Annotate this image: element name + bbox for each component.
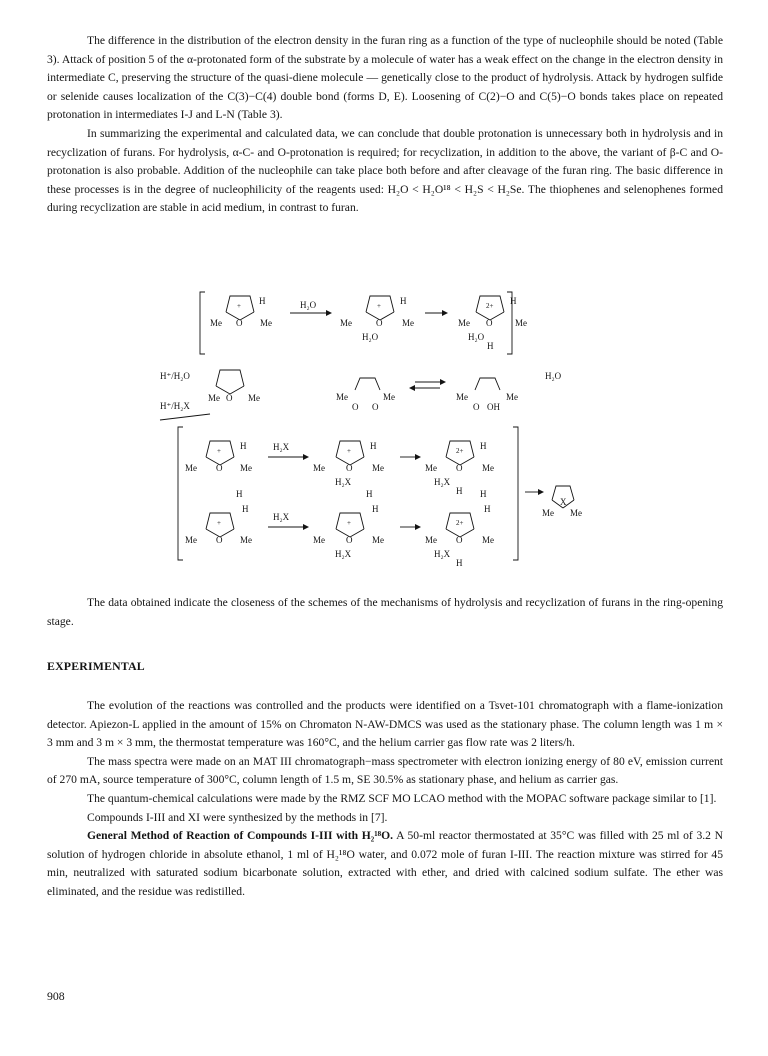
h-label: H bbox=[366, 489, 373, 499]
experimental-text bbox=[47, 697, 723, 902]
caption-text: The data obtained indicate the closeness of the schemes of the mechanisms of hydrolysis and recyclization of furans in the ring-opening stage. bbox=[47, 596, 723, 628]
charge-label: + bbox=[347, 447, 351, 455]
me-label: Me bbox=[542, 508, 554, 518]
o-label: O bbox=[456, 463, 463, 473]
me-label: Me bbox=[340, 318, 352, 328]
charge-label: + bbox=[217, 447, 221, 455]
o-label: O bbox=[226, 393, 233, 403]
me-label: Me bbox=[313, 463, 325, 473]
h-label: H bbox=[510, 296, 517, 306]
charge-label: 2+ bbox=[456, 519, 464, 527]
method-heading: General Method of Reaction of Compounds I-III with H₂¹⁸O. bbox=[87, 829, 394, 843]
reagent-label: H₂O bbox=[545, 371, 562, 381]
intro-text bbox=[47, 32, 723, 218]
reagent-label: H₂X bbox=[273, 512, 290, 522]
me-label: Me bbox=[425, 463, 437, 473]
me-label: Me bbox=[425, 535, 437, 545]
h-label: H bbox=[372, 504, 379, 514]
o-label: O bbox=[352, 402, 359, 412]
scheme-caption bbox=[47, 594, 723, 631]
h-label: H bbox=[484, 504, 491, 514]
nucleophile-label: H₂X bbox=[434, 549, 451, 559]
o-label: O bbox=[376, 318, 383, 328]
nucleophile-label: H₂X bbox=[434, 477, 451, 487]
h-label: H bbox=[259, 296, 266, 306]
method-paragraph bbox=[47, 827, 723, 901]
paragraph-exp-1: The evolution of the reactions was controlled and the products were identified on a Tsvet-101 chromatograph with a flame-ionization detector. Apiezon-L applied in the amount of 15% on Chromaton N-AW-DMCS was used as the stationary phase. The column length was 1 m × 3 mm and 3 m × 3 mm, the thermostat temperature was 160°C, and the helium carrier gas flow rate was 2 liters/h. bbox=[47, 699, 723, 750]
h-label: H bbox=[480, 441, 487, 451]
me-label: Me bbox=[248, 393, 260, 403]
o-label: O bbox=[216, 535, 223, 545]
nucleophile-label: H₂X bbox=[335, 477, 352, 487]
h-label: H bbox=[240, 441, 247, 451]
charge-label: + bbox=[217, 519, 221, 527]
paragraph-exp-2: The mass spectra were made on an MAT III chromatograph−mass spectrometer with electron ionizing energy of 80 eV, emission current of 270 mA, source temperature of 300°C, column length of 1.5 m, SE 30.5% as stationary phase, and helium as carrier gas. bbox=[47, 754, 723, 787]
scheme-row-2 bbox=[160, 370, 562, 420]
product-heterocycle bbox=[525, 486, 582, 518]
o-label: O bbox=[486, 318, 493, 328]
me-label: Me bbox=[260, 318, 272, 328]
scheme-row-1 bbox=[200, 292, 527, 354]
page-number: 908 bbox=[47, 989, 65, 1003]
section-heading: EXPERIMENTAL bbox=[47, 659, 145, 673]
h-label: H bbox=[456, 486, 463, 496]
me-label: Me bbox=[185, 463, 197, 473]
me-label: Me bbox=[240, 535, 252, 545]
me-label: Me bbox=[336, 392, 348, 402]
paragraph-exp-4: Compounds I-III and XI were synthesized by the methods in [7]. bbox=[87, 810, 388, 824]
o-label: O bbox=[372, 402, 379, 412]
me-label: Me bbox=[402, 318, 414, 328]
h-label: H bbox=[236, 489, 243, 499]
o-label: O bbox=[216, 463, 223, 473]
charge-label: + bbox=[237, 302, 241, 310]
x-label: X bbox=[560, 497, 567, 507]
me-label: Me bbox=[372, 463, 384, 473]
h-label: H bbox=[456, 558, 463, 568]
me-label: Me bbox=[456, 392, 468, 402]
paragraph-1: The difference in the distribution of the electron density in the furan ring as a function of the type of nucleophile should be noted (Table 3). Attack of position 5 of the α-protonated form of the substrate by a molecule of water has a weak effect on the change in the electron density in intermediate C, preserving the structure of the quasi-diene molecule — genetically close to the product of hydrolysis. Attack by hydrogen sulfide or selenide causes localization of the C(3)−C(4) double bond (forms D, E). Loosening of C(2)−O and C(5)−O bonds takes place on repeated protonation in intermediates I-J and L-N (Table 3). bbox=[47, 34, 723, 122]
charge-label: + bbox=[377, 302, 381, 310]
me-label: Me bbox=[383, 392, 395, 402]
me-label: Me bbox=[482, 535, 494, 545]
me-label: Me bbox=[210, 318, 222, 328]
o-label: O bbox=[346, 463, 353, 473]
h-label: H bbox=[370, 441, 377, 451]
me-label: Me bbox=[313, 535, 325, 545]
h-label: H bbox=[487, 341, 494, 351]
reaction-scheme bbox=[150, 282, 600, 582]
reagent-label: H⁺/H₂X bbox=[160, 401, 190, 411]
o-label: O bbox=[473, 402, 480, 412]
me-label: Me bbox=[372, 535, 384, 545]
scheme-row-4 bbox=[185, 489, 494, 568]
paragraph-2: In summarizing the experimental and calculated data, we can conclude that double protonation is unnecessary both in hydrolysis and in recyclization of furans. For hydrolysis, α-C- and O-protonation is required; for recyclization, in addition to the above, the variant of β-C and O-protonation is also probable. Addition of the nucleophile can take place both before and after cleavage of the furan ring. The basic difference in these processes is in the degree of nucleophilicity of the reagents used: H₂O < H₂O¹⁸ < H₂S < H₂Se. The thiophenes and selenophenes formed during recyclization are stable in acid medium, in contrast to furan. bbox=[47, 126, 723, 215]
method-text: A 50-ml reactor thermostated at 35°C was filled with 25 ml of 3.2 N solution of hydrogen chloride in absolute ethanol, 1 ml of H₂¹⁸O water, and 0.072 mole of furan I-III. The reaction mixture was stirred for 45 min, neutralized with saturated sodium bicarbonate solution, extracted with ether, and dried with calcined sodium sulfate. The ether was eliminated, and the residue was redistilled. bbox=[47, 829, 723, 898]
me-label: Me bbox=[208, 393, 220, 403]
o-label: O bbox=[346, 535, 353, 545]
me-label: Me bbox=[240, 463, 252, 473]
me-label: Me bbox=[185, 535, 197, 545]
o-label: O bbox=[456, 535, 463, 545]
nucleophile-label: H₂O bbox=[468, 332, 485, 342]
me-label: Me bbox=[570, 508, 582, 518]
charge-label: 2+ bbox=[456, 447, 464, 455]
paragraph-exp-3: The quantum-chemical calculations were made by the RMZ SCF MO LCAO method with the MOPAC software package similar to [1]. bbox=[87, 791, 717, 805]
me-label: Me bbox=[515, 318, 527, 328]
me-label: Me bbox=[458, 318, 470, 328]
reagent-label: H₂O bbox=[300, 300, 317, 310]
reagent-label: H⁺/H₂O bbox=[160, 371, 190, 381]
oh-label: OH bbox=[487, 402, 500, 412]
charge-label: + bbox=[347, 519, 351, 527]
reagent-label: H₂X bbox=[273, 442, 290, 452]
h-label: H bbox=[242, 504, 249, 514]
nucleophile-label: H₂X bbox=[335, 549, 352, 559]
o-label: O bbox=[236, 318, 243, 328]
charge-label: 2+ bbox=[486, 302, 494, 310]
me-label: Me bbox=[482, 463, 494, 473]
h-label: H bbox=[480, 489, 487, 499]
nucleophile-label: H₂O bbox=[362, 332, 379, 342]
h-label: H bbox=[400, 296, 407, 306]
me-label: Me bbox=[506, 392, 518, 402]
